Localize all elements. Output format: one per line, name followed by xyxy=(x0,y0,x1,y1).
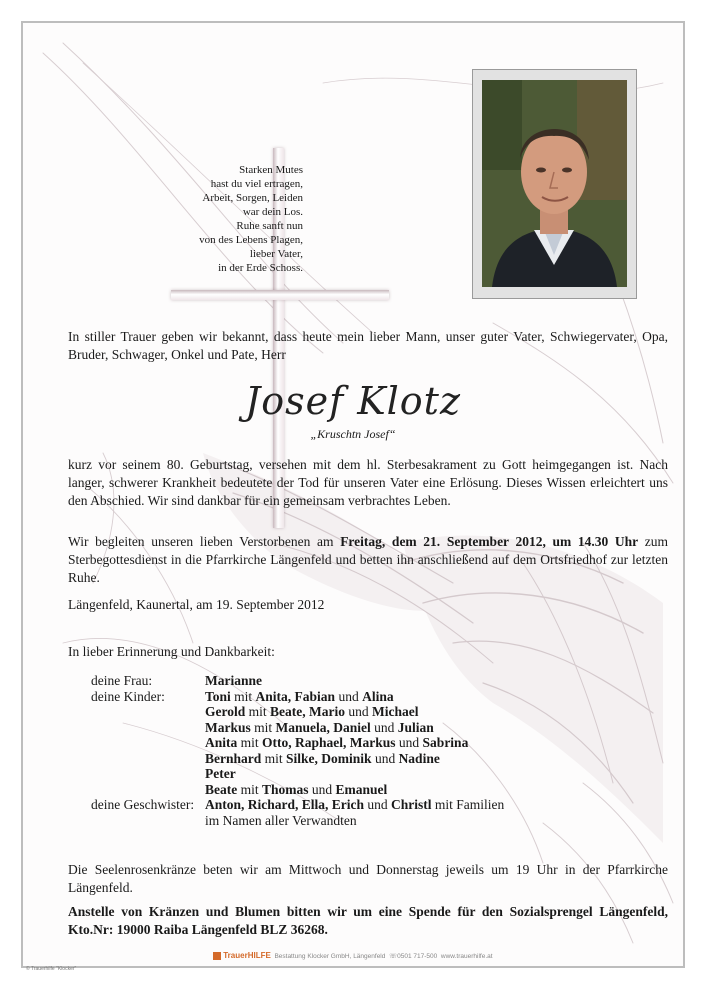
verse-line: Ruhe sanft nun xyxy=(236,220,303,232)
connector-text: mit xyxy=(254,719,273,735)
child-name: Gerold xyxy=(205,704,246,719)
child-entry xyxy=(205,766,504,782)
portrait-photo xyxy=(482,80,627,287)
relatives-list xyxy=(205,673,504,828)
child-entry xyxy=(205,751,504,767)
child-entry xyxy=(205,720,504,736)
company-name: Bestattung Klocker GmbH, Längenfeld xyxy=(274,953,386,960)
child-entry xyxy=(205,735,504,751)
wife-label: deine Frau: xyxy=(91,673,153,688)
intro-paragraph: In stiller Trauer geben wir bekannt, dass heute mein lieber Mann, unser guter Vater, Schwiegervater, Opa, Bruder, Schwager, Onkel und Pate, Herr xyxy=(68,329,668,362)
verse-line: Arbeit, Sorgen, Leiden xyxy=(202,192,303,204)
family-names: Emanuel xyxy=(335,781,388,797)
verse-line: lieber Vater, xyxy=(249,248,303,260)
copyright: © Trauerhilfe "Klocker" xyxy=(26,966,77,972)
sibling-names: Christl xyxy=(391,797,432,812)
verse-line: von des Lebens Plagen, xyxy=(199,234,303,246)
deceased-name: Josef Klotz xyxy=(245,379,461,423)
funeral-text-start: Wir begleiten unseren lieben Verstorbenen am xyxy=(68,534,341,549)
family-names: Michael xyxy=(371,704,419,719)
family-names: Julian xyxy=(397,719,434,735)
child-entry xyxy=(205,704,504,720)
relative-name: Marianne xyxy=(205,673,262,688)
verse-line: in der Erde Schoss. xyxy=(218,262,303,274)
connector-text: mit xyxy=(240,735,259,750)
brand-logo-icon xyxy=(213,952,221,960)
connector-text: und xyxy=(398,735,420,750)
connector-text: und xyxy=(374,719,395,735)
family-names: Anita, Fabian xyxy=(255,688,336,704)
footer-url[interactable]: www.trauerhilfe.at xyxy=(440,953,493,960)
portrait-frame xyxy=(472,69,637,299)
child-entry xyxy=(205,782,504,798)
connector-text: mit xyxy=(240,781,259,797)
verse-line: war dein Los. xyxy=(242,206,303,218)
funeral-date: Freitag, dem 21. September 2012, um 14.30 Uhr xyxy=(340,534,639,549)
family-names: Sabrina xyxy=(422,735,469,750)
child-name: Beate xyxy=(205,781,238,797)
remembrance-heading: In lieber Erinnerung und Dankbarkeit: xyxy=(68,644,275,659)
connector-text: und xyxy=(348,704,369,719)
place-date: Längenfeld, Kaunertal, am 19. September 2012 xyxy=(68,597,325,612)
verse-line: hast du viel ertragen, xyxy=(210,178,303,190)
obituary-card xyxy=(21,21,685,968)
brand-name: TrauerHILFE xyxy=(223,951,271,960)
child-name: Peter xyxy=(205,766,236,781)
connector-text: mit xyxy=(234,688,253,704)
memorial-verse xyxy=(133,163,303,275)
family-names: Otto, Raphael, Markus xyxy=(262,735,396,750)
child-name: Bernhard xyxy=(205,750,262,766)
connector-text: mit Familien xyxy=(434,797,505,812)
siblings-entry xyxy=(205,797,504,813)
family-names: Manuela, Daniel xyxy=(275,719,371,735)
family-names: Alina xyxy=(362,688,394,704)
donation-text: Anstelle von Kränzen und Blumen bitten wir um eine Spende für den Sozialsprengel Längenfeld, Kto.Nr: 19000 Raiba Längenfeld BLZ 36268. xyxy=(68,904,668,937)
connector-text: und xyxy=(311,781,333,797)
family-names: Nadine xyxy=(398,750,440,766)
child-entry xyxy=(205,689,504,705)
rosary-paragraph: Die Seelenrosenkränze beten wir am Mittwoch und Donnerstag jeweils um 19 Uhr in der Pfarrkirche Längenfeld. xyxy=(68,862,668,895)
child-name: Toni xyxy=(205,688,231,704)
portrait-illustration xyxy=(482,80,627,287)
cross-horizontal-beam xyxy=(171,290,389,300)
family-names: Silke, Dominik xyxy=(286,750,372,766)
child-name: Markus xyxy=(205,719,251,735)
family-names: Beate, Mario xyxy=(270,704,345,719)
phone-number: 0501 717-500 xyxy=(397,953,438,960)
siblings-label: deine Geschwister: xyxy=(91,797,195,812)
children-label: deine Kinder: xyxy=(91,688,165,704)
footer xyxy=(23,951,683,960)
deceased-nickname: „Kruschtn Josef“ xyxy=(310,427,396,441)
sibling-names: Anton, Richard, Ella, Erich xyxy=(205,797,365,812)
family-names: Thomas xyxy=(262,781,309,797)
passing-paragraph: kurz vor seinem 80. Geburtstag, versehen mit dem hl. Sterbesakrament zu Gott heimgegangen ist. Nach langer, schwerer Krankheit bedeutete der Tod für unseren Vater eine Erlösung. Dieses Wissen erleichtert uns den Abschied. Wir sind dankbar für ein gemeinsam verbrachtes Leben. xyxy=(68,457,668,508)
donation-paragraph xyxy=(68,903,668,939)
connector-text: mit xyxy=(248,704,267,719)
funeral-text-end: zum Sterbegottesdienst in die Pfarrkirche Längenfeld und betten ihn anschließend auf dem Ortsfriedhof zur letzten Ruhe. xyxy=(68,534,668,585)
connector-text: und xyxy=(367,797,388,812)
connector-text: und xyxy=(374,750,396,766)
all-relatives-line: im Namen aller Verwandten xyxy=(205,812,357,828)
child-name: Anita xyxy=(205,735,238,750)
verse-line: Starken Mutes xyxy=(239,164,303,176)
connector-text: mit xyxy=(264,750,283,766)
phone-icon: ☏ xyxy=(389,953,398,960)
funeral-paragraph xyxy=(68,533,668,587)
wife-name xyxy=(205,673,504,689)
connector-text: und xyxy=(338,688,359,704)
